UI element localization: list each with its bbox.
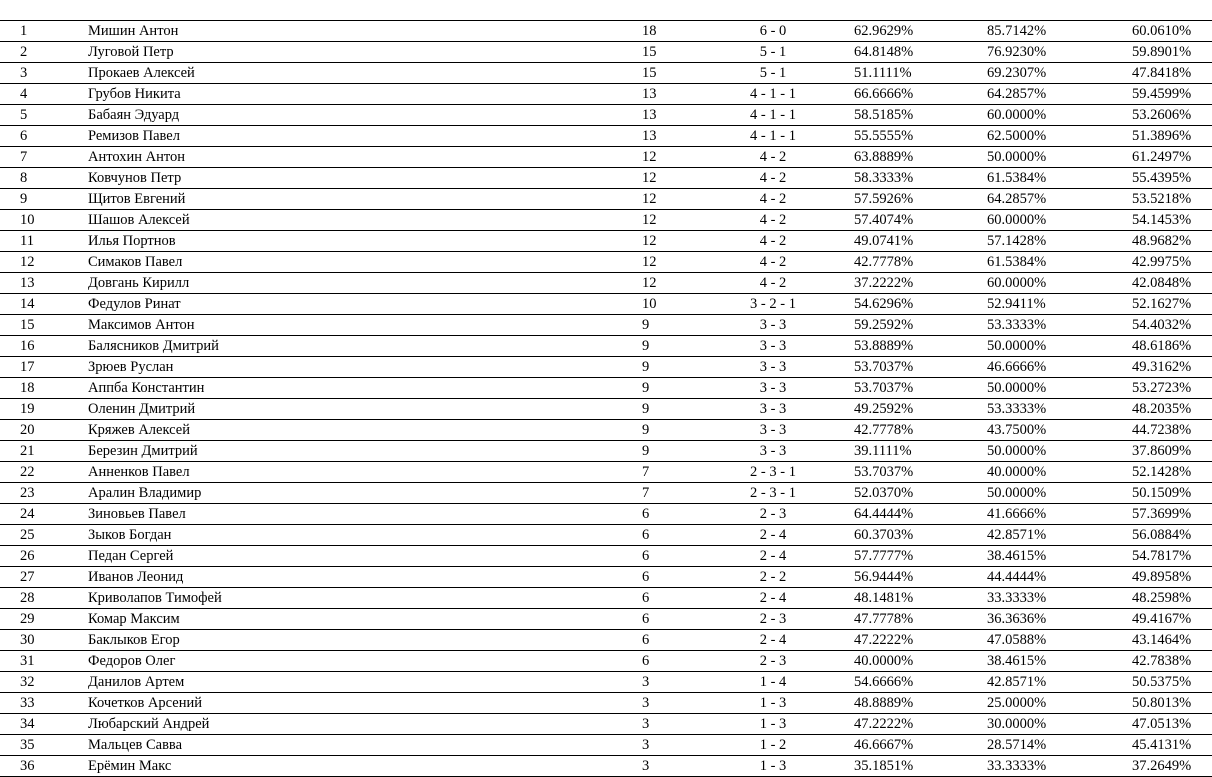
percent-2-cell: 60.0000% xyxy=(947,210,1074,231)
table-row xyxy=(0,315,1212,336)
record-cell: 5 - 1 xyxy=(720,63,826,84)
record-cell: 2 - 3 xyxy=(720,504,826,525)
table-row xyxy=(0,168,1212,189)
percent-2-cell: 61.5384% xyxy=(947,252,1074,273)
record-cell: 6 - 0 xyxy=(720,21,826,42)
percent-2-cell: 50.0000% xyxy=(947,378,1074,399)
rank-cell: 18 xyxy=(0,378,72,399)
percent-1-cell: 46.6667% xyxy=(826,735,947,756)
rank-cell: 21 xyxy=(0,441,72,462)
player-name-cell: Ремизов Павел xyxy=(72,126,638,147)
player-name-cell: Кряжев Алексей xyxy=(72,420,638,441)
percent-3-cell: 50.1509% xyxy=(1074,483,1212,504)
player-name-cell: Мальцев Савва xyxy=(72,735,638,756)
percent-1-cell: 48.1481% xyxy=(826,588,947,609)
rank-cell: 34 xyxy=(0,714,72,735)
record-cell: 1 - 3 xyxy=(720,756,826,777)
percent-2-cell: 52.9411% xyxy=(947,294,1074,315)
percent-1-cell: 66.6666% xyxy=(826,84,947,105)
percent-3-cell: 51.3896% xyxy=(1074,126,1212,147)
record-cell: 3 - 3 xyxy=(720,336,826,357)
percent-2-cell: 69.2307% xyxy=(947,63,1074,84)
percent-1-cell: 47.2222% xyxy=(826,630,947,651)
percent-2-cell: 50.0000% xyxy=(947,147,1074,168)
points-cell: 6 xyxy=(638,567,720,588)
record-cell: 1 - 2 xyxy=(720,735,826,756)
percent-1-cell: 56.9444% xyxy=(826,567,947,588)
points-cell: 3 xyxy=(638,735,720,756)
points-cell: 3 xyxy=(638,714,720,735)
percent-2-cell: 43.7500% xyxy=(947,420,1074,441)
record-cell: 1 - 3 xyxy=(720,693,826,714)
record-cell: 3 - 3 xyxy=(720,378,826,399)
points-cell: 9 xyxy=(638,378,720,399)
percent-3-cell: 50.5375% xyxy=(1074,672,1212,693)
table-row xyxy=(0,210,1212,231)
rank-cell: 26 xyxy=(0,546,72,567)
table-row xyxy=(0,147,1212,168)
player-name-cell: Грубов Никита xyxy=(72,84,638,105)
points-cell: 15 xyxy=(638,63,720,84)
points-cell: 9 xyxy=(638,315,720,336)
percent-2-cell: 50.0000% xyxy=(947,483,1074,504)
rank-cell: 23 xyxy=(0,483,72,504)
percent-1-cell: 58.3333% xyxy=(826,168,947,189)
percent-3-cell: 44.7238% xyxy=(1074,420,1212,441)
percent-2-cell: 42.8571% xyxy=(947,672,1074,693)
record-cell: 4 - 2 xyxy=(720,147,826,168)
table-row xyxy=(0,693,1212,714)
rank-cell: 13 xyxy=(0,273,72,294)
percent-2-cell: 64.2857% xyxy=(947,189,1074,210)
percent-1-cell: 53.7037% xyxy=(826,357,947,378)
record-cell: 4 - 2 xyxy=(720,210,826,231)
rank-cell: 11 xyxy=(0,231,72,252)
record-cell: 2 - 3 - 1 xyxy=(720,483,826,504)
percent-1-cell: 57.5926% xyxy=(826,189,947,210)
player-name-cell: Оленин Дмитрий xyxy=(72,399,638,420)
percent-3-cell: 37.8609% xyxy=(1074,441,1212,462)
table-row xyxy=(0,462,1212,483)
points-cell: 12 xyxy=(638,231,720,252)
record-cell: 3 - 3 xyxy=(720,420,826,441)
percent-1-cell: 39.1111% xyxy=(826,441,947,462)
player-name-cell: Баклыков Егор xyxy=(72,630,638,651)
points-cell: 6 xyxy=(638,588,720,609)
percent-3-cell: 53.5218% xyxy=(1074,189,1212,210)
percent-3-cell: 57.3699% xyxy=(1074,504,1212,525)
table-row xyxy=(0,42,1212,63)
percent-2-cell: 30.0000% xyxy=(947,714,1074,735)
percent-1-cell: 64.8148% xyxy=(826,42,947,63)
player-name-cell: Антохин Антон xyxy=(72,147,638,168)
percent-3-cell: 48.6186% xyxy=(1074,336,1212,357)
percent-1-cell: 49.2592% xyxy=(826,399,947,420)
rank-cell: 3 xyxy=(0,63,72,84)
record-cell: 4 - 1 - 1 xyxy=(720,126,826,147)
percent-2-cell: 33.3333% xyxy=(947,756,1074,777)
points-cell: 6 xyxy=(638,651,720,672)
rank-cell: 6 xyxy=(0,126,72,147)
rank-cell: 12 xyxy=(0,252,72,273)
percent-1-cell: 64.4444% xyxy=(826,504,947,525)
points-cell: 12 xyxy=(638,189,720,210)
percent-1-cell: 51.1111% xyxy=(826,63,947,84)
points-cell: 10 xyxy=(638,294,720,315)
percent-3-cell: 59.4599% xyxy=(1074,84,1212,105)
rank-cell: 29 xyxy=(0,609,72,630)
points-cell: 12 xyxy=(638,168,720,189)
percent-1-cell: 48.8889% xyxy=(826,693,947,714)
player-name-cell: Ерёмин Макс xyxy=(72,756,638,777)
record-cell: 2 - 4 xyxy=(720,525,826,546)
rank-cell: 19 xyxy=(0,399,72,420)
percent-3-cell: 52.1428% xyxy=(1074,462,1212,483)
points-cell: 13 xyxy=(638,84,720,105)
percent-1-cell: 47.2222% xyxy=(826,714,947,735)
percent-1-cell: 42.7778% xyxy=(826,252,947,273)
table-row xyxy=(0,504,1212,525)
player-name-cell: Федоров Олег xyxy=(72,651,638,672)
percent-1-cell: 62.9629% xyxy=(826,21,947,42)
player-name-cell: Мишин Антон xyxy=(72,21,638,42)
percent-3-cell: 47.0513% xyxy=(1074,714,1212,735)
player-name-cell: Ковчунов Петр xyxy=(72,168,638,189)
record-cell: 1 - 4 xyxy=(720,672,826,693)
record-cell: 4 - 1 - 1 xyxy=(720,84,826,105)
rank-cell: 16 xyxy=(0,336,72,357)
percent-3-cell: 48.2598% xyxy=(1074,588,1212,609)
percent-3-cell: 49.3162% xyxy=(1074,357,1212,378)
percent-3-cell: 45.4131% xyxy=(1074,735,1212,756)
record-cell: 3 - 3 xyxy=(720,357,826,378)
percent-1-cell: 55.5555% xyxy=(826,126,947,147)
player-name-cell: Зиновьев Павел xyxy=(72,504,638,525)
record-cell: 3 - 3 xyxy=(720,441,826,462)
percent-2-cell: 57.1428% xyxy=(947,231,1074,252)
points-cell: 9 xyxy=(638,420,720,441)
percent-3-cell: 56.0884% xyxy=(1074,525,1212,546)
table-row xyxy=(0,567,1212,588)
percent-2-cell: 46.6666% xyxy=(947,357,1074,378)
percent-1-cell: 58.5185% xyxy=(826,105,947,126)
percent-2-cell: 62.5000% xyxy=(947,126,1074,147)
percent-3-cell: 42.7838% xyxy=(1074,651,1212,672)
player-name-cell: Довгань Кирилл xyxy=(72,273,638,294)
points-cell: 3 xyxy=(638,672,720,693)
points-cell: 7 xyxy=(638,462,720,483)
points-cell: 13 xyxy=(638,105,720,126)
table-row xyxy=(0,126,1212,147)
record-cell: 4 - 1 - 1 xyxy=(720,105,826,126)
points-cell: 9 xyxy=(638,399,720,420)
percent-1-cell: 54.6666% xyxy=(826,672,947,693)
percent-3-cell: 55.4395% xyxy=(1074,168,1212,189)
percent-3-cell: 53.2723% xyxy=(1074,378,1212,399)
table-row xyxy=(0,294,1212,315)
percent-3-cell: 49.8958% xyxy=(1074,567,1212,588)
table-row xyxy=(0,231,1212,252)
percent-1-cell: 47.7778% xyxy=(826,609,947,630)
record-cell: 5 - 1 xyxy=(720,42,826,63)
player-name-cell: Криволапов Тимофей xyxy=(72,588,638,609)
rank-cell: 27 xyxy=(0,567,72,588)
percent-1-cell: 53.7037% xyxy=(826,462,947,483)
percent-2-cell: 50.0000% xyxy=(947,336,1074,357)
rank-cell: 24 xyxy=(0,504,72,525)
player-name-cell: Педан Сергей xyxy=(72,546,638,567)
rank-cell: 5 xyxy=(0,105,72,126)
percent-1-cell: 63.8889% xyxy=(826,147,947,168)
record-cell: 2 - 3 xyxy=(720,651,826,672)
percent-2-cell: 50.0000% xyxy=(947,441,1074,462)
percent-3-cell: 50.8013% xyxy=(1074,693,1212,714)
player-name-cell: Балясников Дмитрий xyxy=(72,336,638,357)
rank-cell: 33 xyxy=(0,693,72,714)
table-row xyxy=(0,672,1212,693)
percent-2-cell: 38.4615% xyxy=(947,546,1074,567)
percent-3-cell: 54.7817% xyxy=(1074,546,1212,567)
record-cell: 2 - 3 - 1 xyxy=(720,462,826,483)
percent-2-cell: 36.3636% xyxy=(947,609,1074,630)
percent-3-cell: 42.9975% xyxy=(1074,252,1212,273)
rank-cell: 32 xyxy=(0,672,72,693)
standings-body xyxy=(0,21,1212,777)
percent-2-cell: 60.0000% xyxy=(947,273,1074,294)
percent-2-cell: 41.6666% xyxy=(947,504,1074,525)
table-row xyxy=(0,252,1212,273)
record-cell: 4 - 2 xyxy=(720,231,826,252)
table-row xyxy=(0,378,1212,399)
player-name-cell: Щитов Евгений xyxy=(72,189,638,210)
rank-cell: 28 xyxy=(0,588,72,609)
table-row xyxy=(0,189,1212,210)
record-cell: 1 - 3 xyxy=(720,714,826,735)
rank-cell: 7 xyxy=(0,147,72,168)
player-name-cell: Любарский Андрей xyxy=(72,714,638,735)
player-name-cell: Иванов Леонид xyxy=(72,567,638,588)
record-cell: 3 - 3 xyxy=(720,399,826,420)
points-cell: 6 xyxy=(638,504,720,525)
points-cell: 7 xyxy=(638,483,720,504)
table-row xyxy=(0,651,1212,672)
table-row xyxy=(0,273,1212,294)
player-name-cell: Прокаев Алексей xyxy=(72,63,638,84)
points-cell: 12 xyxy=(638,210,720,231)
record-cell: 2 - 4 xyxy=(720,630,826,651)
points-cell: 9 xyxy=(638,357,720,378)
points-cell: 3 xyxy=(638,756,720,777)
table-row xyxy=(0,756,1212,777)
player-name-cell: Аппба Константин xyxy=(72,378,638,399)
percent-3-cell: 53.2606% xyxy=(1074,105,1212,126)
table-row xyxy=(0,63,1212,84)
percent-2-cell: 47.0588% xyxy=(947,630,1074,651)
rank-cell: 15 xyxy=(0,315,72,336)
rank-cell: 4 xyxy=(0,84,72,105)
table-row xyxy=(0,609,1212,630)
table-row xyxy=(0,399,1212,420)
record-cell: 3 - 2 - 1 xyxy=(720,294,826,315)
points-cell: 18 xyxy=(638,21,720,42)
percent-3-cell: 59.8901% xyxy=(1074,42,1212,63)
percent-1-cell: 59.2592% xyxy=(826,315,947,336)
rank-cell: 9 xyxy=(0,189,72,210)
percent-3-cell: 47.8418% xyxy=(1074,63,1212,84)
percent-2-cell: 25.0000% xyxy=(947,693,1074,714)
points-cell: 6 xyxy=(638,525,720,546)
percent-2-cell: 64.2857% xyxy=(947,84,1074,105)
player-name-cell: Комар Максим xyxy=(72,609,638,630)
table-row xyxy=(0,336,1212,357)
percent-1-cell: 40.0000% xyxy=(826,651,947,672)
percent-1-cell: 42.7778% xyxy=(826,420,947,441)
player-name-cell: Симаков Павел xyxy=(72,252,638,273)
rank-cell: 31 xyxy=(0,651,72,672)
points-cell: 9 xyxy=(638,441,720,462)
table-row xyxy=(0,441,1212,462)
record-cell: 4 - 2 xyxy=(720,252,826,273)
points-cell: 6 xyxy=(638,546,720,567)
player-name-cell: Луговой Петр xyxy=(72,42,638,63)
rank-cell: 25 xyxy=(0,525,72,546)
points-cell: 12 xyxy=(638,252,720,273)
rank-cell: 10 xyxy=(0,210,72,231)
percent-2-cell: 44.4444% xyxy=(947,567,1074,588)
table-row xyxy=(0,714,1212,735)
header-rule xyxy=(0,0,1212,21)
percent-1-cell: 54.6296% xyxy=(826,294,947,315)
player-name-cell: Данилов Артем xyxy=(72,672,638,693)
rank-cell: 14 xyxy=(0,294,72,315)
percent-3-cell: 52.1627% xyxy=(1074,294,1212,315)
points-cell: 9 xyxy=(638,336,720,357)
rank-cell: 20 xyxy=(0,420,72,441)
percent-3-cell: 43.1464% xyxy=(1074,630,1212,651)
percent-3-cell: 48.9682% xyxy=(1074,231,1212,252)
player-name-cell: Кочетков Арсений xyxy=(72,693,638,714)
rank-cell: 35 xyxy=(0,735,72,756)
percent-2-cell: 61.5384% xyxy=(947,168,1074,189)
rank-cell: 17 xyxy=(0,357,72,378)
rank-cell: 22 xyxy=(0,462,72,483)
rank-cell: 36 xyxy=(0,756,72,777)
percent-2-cell: 53.3333% xyxy=(947,399,1074,420)
table-row xyxy=(0,105,1212,126)
percent-2-cell: 42.8571% xyxy=(947,525,1074,546)
player-name-cell: Шашов Алексей xyxy=(72,210,638,231)
percent-1-cell: 52.0370% xyxy=(826,483,947,504)
standings-table xyxy=(0,21,1212,777)
points-cell: 12 xyxy=(638,273,720,294)
percent-1-cell: 60.3703% xyxy=(826,525,947,546)
table-row xyxy=(0,357,1212,378)
player-name-cell: Илья Портнов xyxy=(72,231,638,252)
percent-1-cell: 49.0741% xyxy=(826,231,947,252)
rank-cell: 2 xyxy=(0,42,72,63)
percent-3-cell: 61.2497% xyxy=(1074,147,1212,168)
record-cell: 2 - 2 xyxy=(720,567,826,588)
table-row xyxy=(0,546,1212,567)
percent-3-cell: 54.4032% xyxy=(1074,315,1212,336)
table-row xyxy=(0,588,1212,609)
player-name-cell: Бабаян Эдуард xyxy=(72,105,638,126)
percent-2-cell: 38.4615% xyxy=(947,651,1074,672)
percent-3-cell: 60.0610% xyxy=(1074,21,1212,42)
rank-cell: 30 xyxy=(0,630,72,651)
record-cell: 3 - 3 xyxy=(720,315,826,336)
player-name-cell: Зрюев Руслан xyxy=(72,357,638,378)
percent-2-cell: 60.0000% xyxy=(947,105,1074,126)
player-name-cell: Зыков Богдан xyxy=(72,525,638,546)
table-row xyxy=(0,420,1212,441)
percent-3-cell: 42.0848% xyxy=(1074,273,1212,294)
percent-1-cell: 53.8889% xyxy=(826,336,947,357)
percent-3-cell: 48.2035% xyxy=(1074,399,1212,420)
points-cell: 12 xyxy=(638,147,720,168)
player-name-cell: Анненков Павел xyxy=(72,462,638,483)
table-row xyxy=(0,630,1212,651)
record-cell: 4 - 2 xyxy=(720,273,826,294)
percent-3-cell: 54.1453% xyxy=(1074,210,1212,231)
percent-3-cell: 49.4167% xyxy=(1074,609,1212,630)
percent-1-cell: 57.7777% xyxy=(826,546,947,567)
points-cell: 3 xyxy=(638,693,720,714)
points-cell: 15 xyxy=(638,42,720,63)
percent-3-cell: 37.2649% xyxy=(1074,756,1212,777)
percent-1-cell: 37.2222% xyxy=(826,273,947,294)
rank-cell: 8 xyxy=(0,168,72,189)
record-cell: 2 - 4 xyxy=(720,546,826,567)
percent-2-cell: 76.9230% xyxy=(947,42,1074,63)
rank-cell: 1 xyxy=(0,21,72,42)
table-row xyxy=(0,21,1212,42)
player-name-cell: Федулов Ринат xyxy=(72,294,638,315)
table-row xyxy=(0,84,1212,105)
record-cell: 2 - 3 xyxy=(720,609,826,630)
percent-2-cell: 85.7142% xyxy=(947,21,1074,42)
percent-1-cell: 35.1851% xyxy=(826,756,947,777)
percent-2-cell: 40.0000% xyxy=(947,462,1074,483)
table-row xyxy=(0,525,1212,546)
player-name-cell: Березин Дмитрий xyxy=(72,441,638,462)
percent-2-cell: 33.3333% xyxy=(947,588,1074,609)
points-cell: 6 xyxy=(638,630,720,651)
points-cell: 13 xyxy=(638,126,720,147)
percent-2-cell: 53.3333% xyxy=(947,315,1074,336)
percent-1-cell: 57.4074% xyxy=(826,210,947,231)
percent-2-cell: 28.5714% xyxy=(947,735,1074,756)
percent-1-cell: 53.7037% xyxy=(826,378,947,399)
player-name-cell: Аралин Владимир xyxy=(72,483,638,504)
player-name-cell: Максимов Антон xyxy=(72,315,638,336)
table-row xyxy=(0,483,1212,504)
record-cell: 4 - 2 xyxy=(720,189,826,210)
points-cell: 6 xyxy=(638,609,720,630)
table-row xyxy=(0,735,1212,756)
record-cell: 2 - 4 xyxy=(720,588,826,609)
record-cell: 4 - 2 xyxy=(720,168,826,189)
